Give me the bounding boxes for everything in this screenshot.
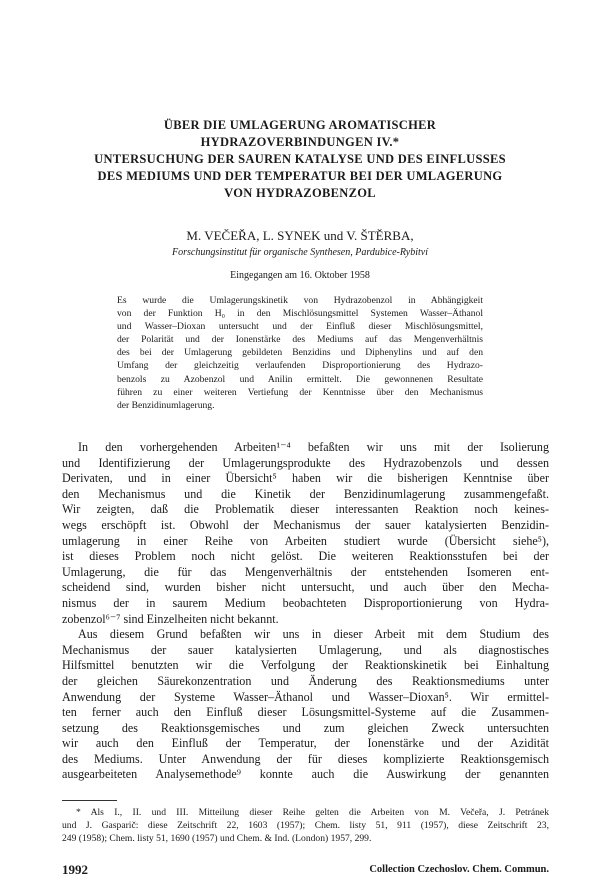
- body-line: wegs erschöpft ist. Obwohl der Mechanismus der sauer katalysierten Benzidin-: [62, 517, 549, 532]
- body-line: ten ferner auch den Einfluß dieser Lösungsmittel-Systeme auf die Zusammen-: [62, 705, 549, 720]
- authors: M. VEČEŘA, L. SYNEK und V. ŠTĚRBA,: [186, 228, 414, 243]
- body-line: zobenzol⁶⁻⁷ sind Einzelheiten nicht bekannt.: [62, 611, 279, 626]
- body-line: scheidend sind, wurden bisher nicht untersucht, und auch über den Mecha-: [62, 580, 549, 595]
- title-line: VON HYDRAZOBENZOL: [224, 186, 376, 200]
- abstract-line: Umfang der gleichzeitig verlaufenden Disproportionierung des Hydrazo-: [117, 360, 483, 372]
- footnote-rule: [62, 800, 117, 801]
- body-line: Aus diesem Grund befaßten wir uns in dieser Arbeit mit dem Studium des: [78, 627, 549, 642]
- abstract-line: von der Funktion H₀ in den Mischlösungsmittel Systemen Wasser–Äthanol: [117, 308, 483, 320]
- body-text: [62, 440, 549, 783]
- body-line: den Mechanismus und die Kinetik der Benzidinumlagerung zusammengefaßt.: [62, 486, 549, 501]
- title-line: DES MEDIUMS UND DER TEMPERATUR BEI DER UMLAGERUNG: [97, 169, 503, 183]
- abstract-line: des bei der Umlagerung gebildeten Benzidins und Diphenylins und auf den: [117, 347, 483, 359]
- abstract-line: führen zu einer weiteren Vertiefung der Kenntnisse über den Mechanismus: [117, 386, 483, 398]
- body-line: wir auch den Einfluß der Temperatur, der Ionenstärke und der Azidität: [62, 736, 549, 751]
- body-line: setzung des Reaktionsgemisches und zum gleichen Zweck untersuchten: [62, 720, 549, 735]
- body-line: ausgearbeiteten Analysemethode⁹ konnte auch die Auswirkung der genannten: [62, 767, 549, 782]
- body-line: der gleichen Säurekonzentration und Änderung des Reaktionsmediums unter: [62, 673, 549, 688]
- abstract-line: benzols zu Azobenzol und Anilin ermittelt. Die gewonnenen Resultate: [117, 373, 483, 385]
- footnote-line: * Als I., II. und III. Mitteilung dieser Reihe gelten die Arbeiten von M. Večeřa, J. Petránek: [76, 807, 549, 818]
- body-line: umlagerung in einer Reihe von Arbeiten studiert wurde (Übersicht siehe⁵),: [62, 533, 549, 548]
- page-number: 1992: [62, 862, 88, 877]
- abstract: [117, 294, 483, 412]
- body-line: In den vorhergehenden Arbeiten¹⁻⁴ befaßten wir uns mit der Isolierung: [78, 440, 549, 454]
- body-line: nismus der in saurem Medium beobachteten Disproportionierung von Hydra-: [62, 595, 549, 610]
- article-title: [40, 117, 560, 202]
- title-line: UNTERSUCHUNG DER SAUREN KATALYSE UND DES EINFLUSSES: [94, 152, 506, 166]
- title-line: ÜBER DIE UMLAGERUNG AROMATISCHER: [163, 118, 437, 132]
- body-line: Wir zeigten, daß die Problematik dieser interessanten Reaktion noch keines-: [62, 502, 549, 517]
- body-line: ist dieses Problem noch nicht gelöst. Die weiteren Reaktionsstufen bei der: [62, 549, 549, 564]
- abstract-line: Es wurde die Umlagerungskinetik von Hydrazobenzol in Abhängigkeit: [117, 295, 483, 306]
- received-date: Eingegangen am 16. Oktober 1958: [230, 270, 370, 281]
- journal-name: Collection Czechoslov. Chem. Commun.: [369, 864, 549, 875]
- body-line: des Mediums. Unter Anwendung der für dieses komplizierte Reaktionsgemisch: [62, 751, 549, 766]
- footnote: [62, 806, 549, 845]
- body-line: Mechanismus der sauer katalysierten Umlagerung, und als diagnostisches: [62, 642, 549, 657]
- footnote-line: 249 (1958); Chem. listy 51, 1690 (1957) und Chem. & Ind. (London) 1957, 299.: [62, 833, 372, 844]
- body-line: Anwendung der Systeme Wasser–Äthanol und Wasser–Dioxan⁵. Wir ermittel-: [62, 689, 549, 704]
- title-line: HYDRAZOVERBINDUNGEN IV.*: [200, 135, 400, 149]
- abstract-line: der Benzidinumlagerung.: [117, 399, 215, 411]
- footnote-line: und J. Gasparič: diese Zeitschrift 22, 1603 (1957); Chem. listy 51, 911 (1957), diese Zeitschrift 23,: [62, 820, 549, 831]
- body-line: Umlagerung, die für das Mengenverhältnis der entstehenden Isomeren ent-: [62, 564, 549, 579]
- affiliation: Forschungsinstitut für organische Synthesen, Pardubice-Rybitví: [172, 247, 428, 258]
- abstract-line: der Polarität und der Ionenstärke des Mediums auf das Mengenverhältnis: [117, 334, 483, 346]
- body-line: Derivaten, und in einer Übersicht⁵ haben wir die bisherigen Kenntnise über: [62, 471, 549, 486]
- body-line: Hilfsmittel benutzten wir die Verfolgung der Reaktionskinetik bei Einhaltung: [62, 658, 549, 673]
- abstract-line: und Wasser–Dioxan untersucht und der Einfluß dieser Mischlösungsmittel,: [117, 321, 483, 333]
- body-line: und Identifizierung der Umlagerungsprodukte des Hydrazobenzols und dessen: [62, 455, 549, 470]
